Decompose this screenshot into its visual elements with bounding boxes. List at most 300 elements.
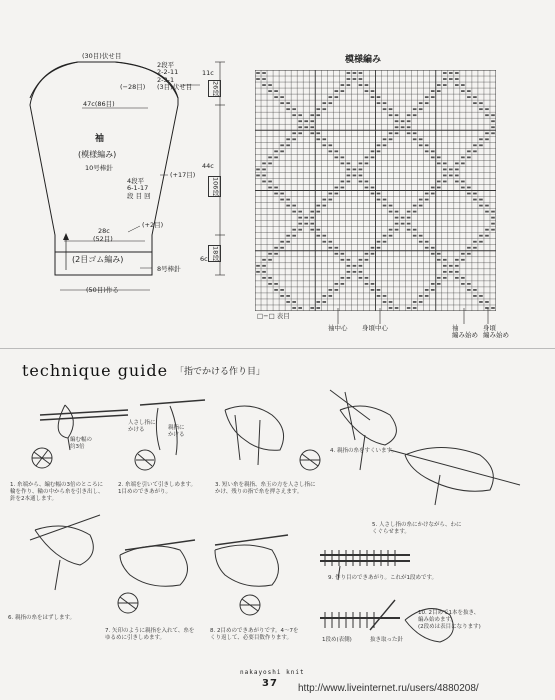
chart-stitch-mark [407,114,411,116]
chart-stitch-mark [347,78,351,80]
chart-stitch-mark [479,144,483,146]
label-body-start: 身頃 編み始め [483,324,509,340]
chart-stitch-mark [389,235,393,237]
chart-stitch-mark [268,181,272,183]
chart-stitch-mark [377,199,381,201]
chart-stitch-mark [365,84,369,86]
chart-stitch-mark [286,235,290,237]
sleeve-width-28: 28c [98,227,110,235]
chart-stitch-mark [316,235,320,237]
chart-stitch-mark [335,193,339,195]
chart-stitch-mark [292,205,296,207]
chart-stitch-mark [485,229,489,231]
chart-stitch-mark [479,138,483,140]
chart-stitch-mark [268,283,272,285]
chart-stitch-mark [455,175,459,177]
chart-stitch-mark [341,259,345,261]
chart-stitch-mark [377,193,381,195]
chart-stitch-mark [280,193,284,195]
technique-guide-subtitle: 「指でかける作り目」 [175,367,266,377]
chart-stitch-mark [359,175,363,177]
chart-stitch-mark [425,295,429,297]
chart-stitch-mark [292,138,296,140]
sleeve-height-6: 6c [200,255,208,263]
chart-stitch-mark [347,72,351,74]
chart-stitch-mark [262,277,266,279]
chart-stitch-mark [401,223,405,225]
chart-stitch-mark [467,289,471,291]
chart-legend: □−□ 表目 [257,312,290,320]
chart-stitch-mark [298,217,302,219]
chart-stitch-mark [347,175,351,177]
chart-stitch-mark [292,235,296,237]
step-2-caption: 2. 糸端を引いて引きしめます。 1目めのできあがり。 [118,482,197,495]
chart-stitch-mark [280,144,284,146]
chart-stitch-mark [256,175,260,177]
chart-stitch-mark [292,229,296,231]
sleeve-rows-106: 106段 [208,176,221,197]
chart-stitch-mark [286,144,290,146]
chart-stitch-mark [431,150,435,152]
chart-stitch-mark [413,138,417,140]
chart-stitch-mark [395,211,399,213]
chart-stitch-mark [491,126,495,128]
chart-stitch-mark [262,84,266,86]
step-5-caption: 5. 人さし指の糸にかけながら、わに くぐらせます。 [372,522,462,535]
callout-thumb: 親指に かける [168,425,185,438]
label-sleeve-start: 袖 編み始め [452,324,478,340]
chart-stitch-mark [341,283,345,285]
chart-stitch-mark [389,132,393,134]
chart-stitch-mark [322,102,326,104]
chart-stitch-mark [407,229,411,231]
chart-stitch-mark [298,120,302,122]
chart-stitch-mark [256,271,260,273]
chart-stitch-mark [262,265,266,267]
chart-stitch-mark [274,283,278,285]
chart-stitch-mark [341,187,345,189]
chart-stitch-mark [329,199,333,201]
chart-stitch-mark [359,78,363,80]
step-1-caption: 1. 糸端から、編む幅の3倍のところに 輪を作り、輪の中から糸を引き出し、 針を2本通します。 [10,482,104,502]
chart-stitch-mark [365,187,369,189]
chart-stitch-mark [425,150,429,152]
chart-stitch-mark [377,241,381,243]
chart-stitch-mark [437,283,441,285]
chart-stitch-mark [473,102,477,104]
chart-stitch-mark [461,162,465,164]
chart-stitch-mark [431,156,435,158]
source-url: http://www.liveinternet.ru/users/4880208/ [298,683,479,694]
chart-stitch-mark [395,114,399,116]
chart-stitch-mark [479,205,483,207]
chart-stitch-mark [449,271,453,273]
chart-stitch-mark [268,259,272,261]
chart-stitch-mark [298,126,302,128]
chart-stitch-mark [274,96,278,98]
chart-stitch-mark [268,156,272,158]
chart-stitch-mark [353,72,357,74]
chart-stitch-mark [383,108,387,110]
callout-three-times: 編む幅の 約3倍 [70,437,93,450]
chart-stitch-mark [310,217,314,219]
chart-stitch-mark [473,289,477,291]
chart-stitch-mark [341,84,345,86]
chart-stitch-mark [322,295,326,297]
chart-stitch-mark [347,84,351,86]
callout-index-finger: 人さし指に かける [128,420,156,433]
chart-stitch-mark [425,144,429,146]
chart-stitch-mark [407,120,411,122]
chart-stitch-mark [461,84,465,86]
chart-stitch-mark [256,169,260,171]
chart-stitch-mark [443,78,447,80]
chart-stitch-mark [335,90,339,92]
chart-stitch-mark [461,253,465,255]
chart-stitch-mark [383,205,387,207]
chart-stitch-mark [395,223,399,225]
sleeve-height-44: 44c [202,162,214,170]
chart-stitch-mark [425,247,429,249]
chart-stitch-mark [443,84,447,86]
sleeve-needle-8: 8号棒針 [157,265,181,273]
chart-stitch-mark [310,211,314,213]
sleeve-schematic [0,0,250,310]
chart-stitch-mark [425,241,429,243]
chart-stitch-mark [485,211,489,213]
section-divider [0,348,555,349]
sleeve-pattern: (模様編み) [78,150,117,159]
chart-stitch-mark [389,211,393,213]
chart-stitch-mark [310,114,314,116]
chart-stitch-mark [280,102,284,104]
chart-stitch-mark [329,96,333,98]
chart-stitch-mark [491,211,495,213]
chart-stitch-mark [407,223,411,225]
chart-stitch-mark [467,150,471,152]
chart-stitch-mark [365,156,369,158]
chart-stitch-mark [485,205,489,207]
chart-stitch-mark [274,247,278,249]
chart-stitch-mark [371,247,375,249]
chart-stitch-mark [479,108,483,110]
chart-stitch-mark [298,132,302,134]
chart-stitch-mark [335,150,339,152]
chart-stitch-mark [341,181,345,183]
chart-stitch-mark [491,120,495,122]
chart-stitch-mark [286,241,290,243]
chart-stitch-mark [256,265,260,267]
chart-stitch-mark [491,223,495,225]
chart-stitch-mark [437,187,441,189]
chart-stitch-mark [443,277,447,279]
chart-stitch-mark [280,150,284,152]
step-9-caption: 9. 作り目のできあがり。これが1段めです。 [328,575,438,581]
chart-stitch-mark [443,271,447,273]
chart-stitch-mark [407,126,411,128]
chart-stitch-mark [455,72,459,74]
chart-stitch-mark [280,295,284,297]
chart-stitch-mark [329,247,333,249]
chart-stitch-mark [467,193,471,195]
chart-stitch-mark [431,96,435,98]
chart-stitch-mark [335,289,339,291]
chart-stitch-mark [365,181,369,183]
chart-stitch-mark [298,229,302,231]
chart-stitch-mark [341,90,345,92]
chart-stitch-mark [383,102,387,104]
chart-stitch-mark [443,259,447,261]
chart-stitch-mark [262,175,266,177]
chart-stitch-mark [443,169,447,171]
chart-stitch-mark [371,96,375,98]
label-sleeve-center: 袖中心 [328,324,348,332]
chart-stitch-mark [467,187,471,189]
chart-stitch-mark [431,253,435,255]
pattern-chart-grid [255,70,496,311]
chart-stitch-mark [274,156,278,158]
chart-stitch-mark [479,199,483,201]
chart-stitch-mark [455,265,459,267]
sleeve-rows-18: 18段 [208,245,221,262]
chart-stitch-mark [304,223,308,225]
chart-stitch-mark [310,307,314,309]
chart-stitch-mark [329,150,333,152]
chart-stitch-mark [347,271,351,273]
chart-stitch-mark [292,307,296,309]
chart-stitch-mark [377,102,381,104]
chart-stitch-mark [389,108,393,110]
chart-stitch-mark [437,90,441,92]
chart-stitch-mark [485,138,489,140]
chart-stitch-mark [274,150,278,152]
sleeve-top-label: (30目)伏せ目 [82,52,122,60]
chart-stitch-mark [425,193,429,195]
chart-stitch-mark [449,175,453,177]
chart-stitch-mark [359,277,363,279]
chart-stitch-mark [280,247,284,249]
chart-stitch-mark [365,283,369,285]
chart-stitch-mark [389,114,393,116]
chart-stitch-mark [286,102,290,104]
chart-stitch-mark [365,90,369,92]
chart-stitch-mark [316,132,320,134]
chart-stitch-mark [292,211,296,213]
chart-stitch-mark [413,235,417,237]
chart-stitch-mark [335,283,339,285]
chart-stitch-mark [359,259,363,261]
chart-stitch-mark [455,277,459,279]
chart-stitch-mark [485,235,489,237]
sleeve-name: 袖 [95,134,105,144]
chart-stitch-mark [455,271,459,273]
sleeve-plus2: (+2目) [142,221,164,229]
chart-stitch-mark [347,265,351,267]
chart-stitch-mark [280,96,284,98]
chart-stitch-mark [335,253,339,255]
chart-stitch-mark [377,96,381,98]
step-8-caption: 8. 2目めのできあがりです。4〜7を くり返して、必要目数作ります。 [210,628,299,641]
chart-stitch-mark [359,265,363,267]
step-3-caption: 3. 短い糸を親指、糸玉の方を人さし指に かけ、残りの指で糸を押さえます。 [215,482,316,495]
chart-stitch-mark [473,96,477,98]
chart-stitch-mark [473,199,477,201]
chart-stitch-mark [473,241,477,243]
chart-stitch-mark [329,144,333,146]
chart-stitch-mark [455,259,459,261]
chart-stitch-mark [353,271,357,273]
chart-stitch-mark [322,108,326,110]
chart-stitch-mark [437,277,441,279]
chart-stitch-mark [467,156,471,158]
chart-stitch-mark [335,247,339,249]
chart-stitch-mark [431,247,435,249]
chart-stitch-mark [268,90,272,92]
chart-stitch-mark [419,108,423,110]
chart-stitch-mark [383,295,387,297]
chart-stitch-mark [292,132,296,134]
chart-stitch-mark [262,259,266,261]
chart-stitch-mark [455,169,459,171]
chart-stitch-mark [274,193,278,195]
chart-stitch-mark [377,150,381,152]
chart-stitch-mark [413,132,417,134]
chart-stitch-mark [395,229,399,231]
chart-stitch-mark [292,108,296,110]
chart-stitch-mark [322,205,326,207]
chart-stitch-mark [359,162,363,164]
sleeve-ribbing: (2目ゴム編み) [72,255,124,264]
chart-stitch-mark [479,295,483,297]
sleeve-height-11: 11c [202,69,214,77]
chart-stitch-mark [383,144,387,146]
chart-stitch-mark [359,271,363,273]
chart-stitch-mark [365,253,369,255]
chart-stitch-mark [335,96,339,98]
chart-stitch-mark [347,169,351,171]
chart-stitch-mark [395,132,399,134]
chart-stitch-mark [298,211,302,213]
chart-stitch-mark [262,169,266,171]
chart-stitch-mark [449,265,453,267]
sleeve-cast-on: (50目)作る [86,286,119,294]
chart-stitch-mark [274,289,278,291]
chart-stitch-mark [443,162,447,164]
chart-stitch-mark [347,181,351,183]
chart-stitch-mark [371,187,375,189]
chart-stitch-mark [431,283,435,285]
chart-stitch-mark [322,301,326,303]
chart-stitch-mark [419,102,423,104]
technique-guide-title: technique guide [22,361,169,380]
chart-stitch-mark [455,181,459,183]
chart-stitch-mark [449,78,453,80]
chart-stitch-mark [407,217,411,219]
chart-stitch-mark [298,223,302,225]
chart-stitch-mark [401,120,405,122]
chart-stitch-mark [341,162,345,164]
chart-stitch-mark [407,211,411,213]
chart-stitch-mark [310,126,314,128]
page-number: 37 [262,678,278,689]
chart-stitch-mark [485,108,489,110]
chart-stitch-mark [347,277,351,279]
chart-stitch-mark [262,271,266,273]
chart-stitch-mark [274,187,278,189]
chart-stitch-mark [286,108,290,110]
chart-stitch-mark [262,72,266,74]
chart-stitch-mark [298,307,302,309]
chart-stitch-mark [473,193,477,195]
step-10-caption: 10. 2目めで1本を抜き、 編み始めます。 (2段めは表目になります) [418,610,481,630]
chart-stitch-mark [371,156,375,158]
sleeve-minus28: (−28目) [120,83,146,91]
chart-stitch-mark [431,193,435,195]
chart-stitch-mark [419,301,423,303]
chart-stitch-mark [455,78,459,80]
chart-stitch-mark [310,120,314,122]
chart-stitch-mark [449,169,453,171]
chart-stitch-mark [316,211,320,213]
chart-stitch-mark [473,144,477,146]
chart-stitch-mark [395,217,399,219]
chart-stitch-mark [461,187,465,189]
chart-stitch-mark [443,175,447,177]
chart-stitch-mark [425,289,429,291]
chart-stitch-mark [473,295,477,297]
chart-stitch-mark [268,253,272,255]
chart-stitch-mark [280,241,284,243]
chart-stitch-mark [485,132,489,134]
chart-stitch-mark [461,277,465,279]
chart-stitch-mark [419,235,423,237]
sleeve-width-47: 47c(86目) [83,100,115,108]
chart-stitch-mark [322,199,326,201]
chart-stitch-mark [485,114,489,116]
chart-stitch-mark [377,247,381,249]
chart-stitch-mark [437,181,441,183]
chart-stitch-mark [479,301,483,303]
chart-stitch-mark [383,241,387,243]
chart-stitch-mark [419,199,423,201]
chart-stitch-mark [280,199,284,201]
chart-stitch-mark [419,295,423,297]
chart-stitch-mark [322,144,326,146]
sleeve-increase-notes: 4段平 6-1-17 段 目 回 [127,177,151,200]
chart-stitch-mark [268,162,272,164]
chart-stitch-mark [347,162,351,164]
chart-stitch-mark [461,259,465,261]
chart-stitch-mark [304,126,308,128]
chart-stitch-mark [491,229,495,231]
chart-stitch-mark [383,235,387,237]
chart-stitch-mark [329,289,333,291]
chart-stitch-mark [371,90,375,92]
chart-stitch-mark [316,138,320,140]
chart-stitch-mark [329,193,333,195]
chart-stitch-mark [419,144,423,146]
chart-stitch-mark [262,78,266,80]
chart-stitch-mark [461,90,465,92]
chart-stitch-mark [491,132,495,134]
step-7-caption: 7. 矢印のように親指を入れて、糸を ゆるめに引きしめます。 [105,628,195,641]
chart-stitch-mark [353,169,357,171]
chart-stitch-mark [437,253,441,255]
chart-stitch-mark [461,181,465,183]
chart-stitch-mark [316,229,320,231]
chart-stitch-mark [286,199,290,201]
chart-stitch-mark [431,90,435,92]
